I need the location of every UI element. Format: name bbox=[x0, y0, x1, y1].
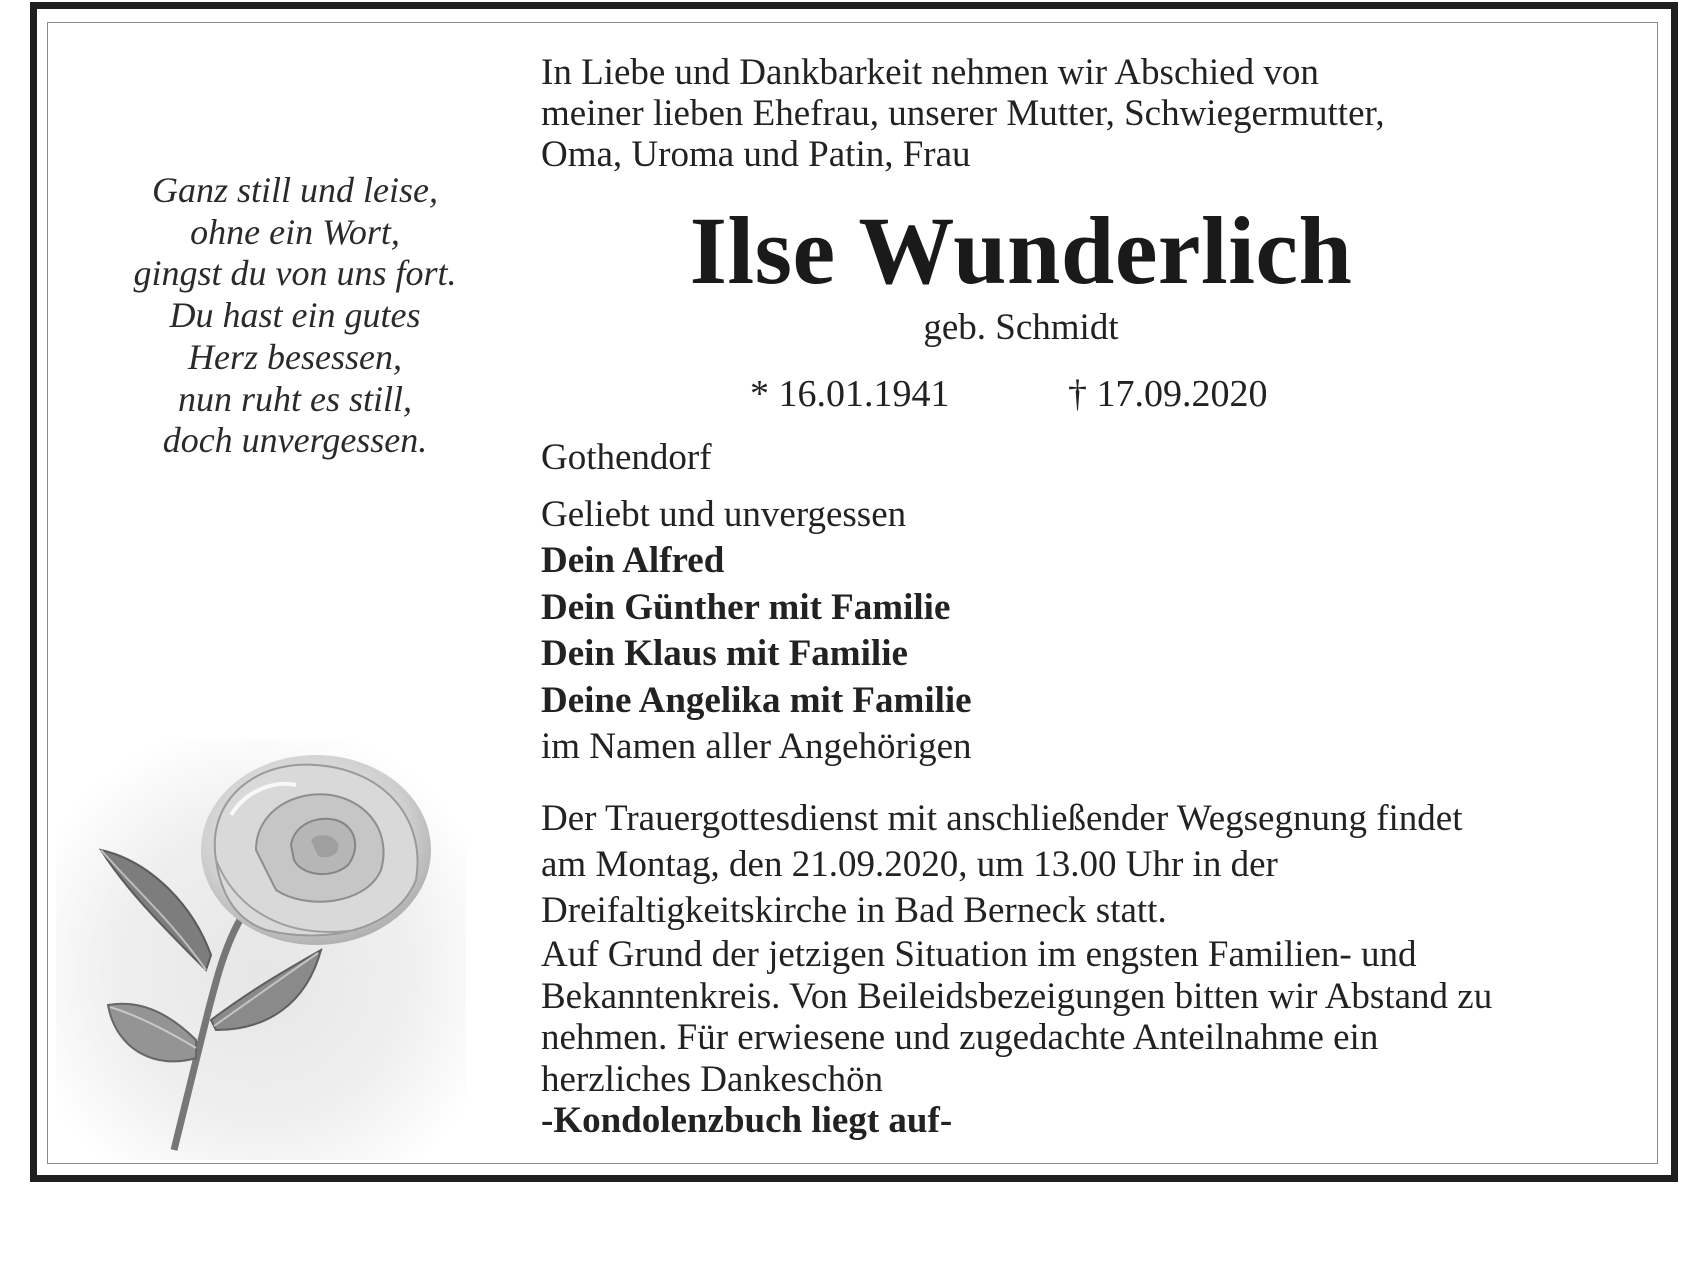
birth-date: * 16.01.1941 bbox=[750, 373, 950, 415]
family-member: Dein Alfred bbox=[541, 540, 725, 582]
rose-icon bbox=[56, 740, 466, 1160]
place: Gothendorf bbox=[541, 437, 712, 478]
death-date: † 17.09.2020 bbox=[1068, 373, 1268, 415]
notice-line: herzliches Dankeschön bbox=[541, 1058, 884, 1100]
intro-line: Oma, Uroma und Patin, Frau bbox=[541, 134, 971, 175]
condolence-note: -Kondolenzbuch liegt auf- bbox=[541, 1100, 953, 1141]
intro-line: In Liebe und Dankbarkeit nehmen wir Abschied von bbox=[541, 52, 1319, 93]
family-member: Deine Angelika mit Familie bbox=[541, 679, 972, 721]
service-info bbox=[541, 796, 1651, 934]
family-member: Dein Günther mit Familie bbox=[541, 586, 951, 628]
poem-line: doch unvergessen. bbox=[162, 420, 428, 461]
notice-line: nehmen. Für erwiesene und zugedachte Anteilnahme ein bbox=[541, 1017, 1379, 1058]
poem-line: gingst du von uns fort. bbox=[133, 253, 457, 294]
poem-line: Herz besessen, bbox=[188, 336, 402, 377]
notice-text bbox=[541, 934, 1651, 1142]
deceased-name: Ilse Wunderlich bbox=[689, 197, 1353, 304]
poem-line: Ganz still und leise, bbox=[152, 170, 438, 210]
intro-line: meiner lieben Ehefrau, unserer Mutter, Schwiegermutter, bbox=[541, 93, 1385, 134]
poem-line: Du hast ein gutes bbox=[169, 295, 421, 336]
intro-text bbox=[541, 52, 1651, 175]
family-intro: Geliebt und unvergessen bbox=[541, 494, 907, 535]
poem-line: nun ruht es still, bbox=[177, 378, 413, 419]
service-line: am Montag, den 21.09.2020, um 13.00 Uhr in der bbox=[541, 844, 1278, 885]
family-block bbox=[541, 492, 1651, 770]
family-member: Dein Klaus mit Familie bbox=[541, 633, 908, 675]
notice-line: Bekanntenkreis. Von Beileidsbezeigungen bitten wir Abstand zu bbox=[541, 975, 1493, 1017]
notice-line: Auf Grund der jetzigen Situation im engsten Familien- und bbox=[541, 934, 1417, 975]
poem bbox=[100, 170, 490, 462]
maiden-name: geb. Schmidt bbox=[923, 307, 1119, 348]
service-line: Dreifaltigkeitskirche in Bad Berneck statt. bbox=[541, 890, 1167, 931]
poem-line: ohne ein Wort, bbox=[190, 211, 400, 252]
service-line: Der Trauergottesdienst mit anschließender Wegsegnung findet bbox=[541, 798, 1463, 839]
family-outro: im Namen aller Angehörigen bbox=[541, 726, 972, 768]
